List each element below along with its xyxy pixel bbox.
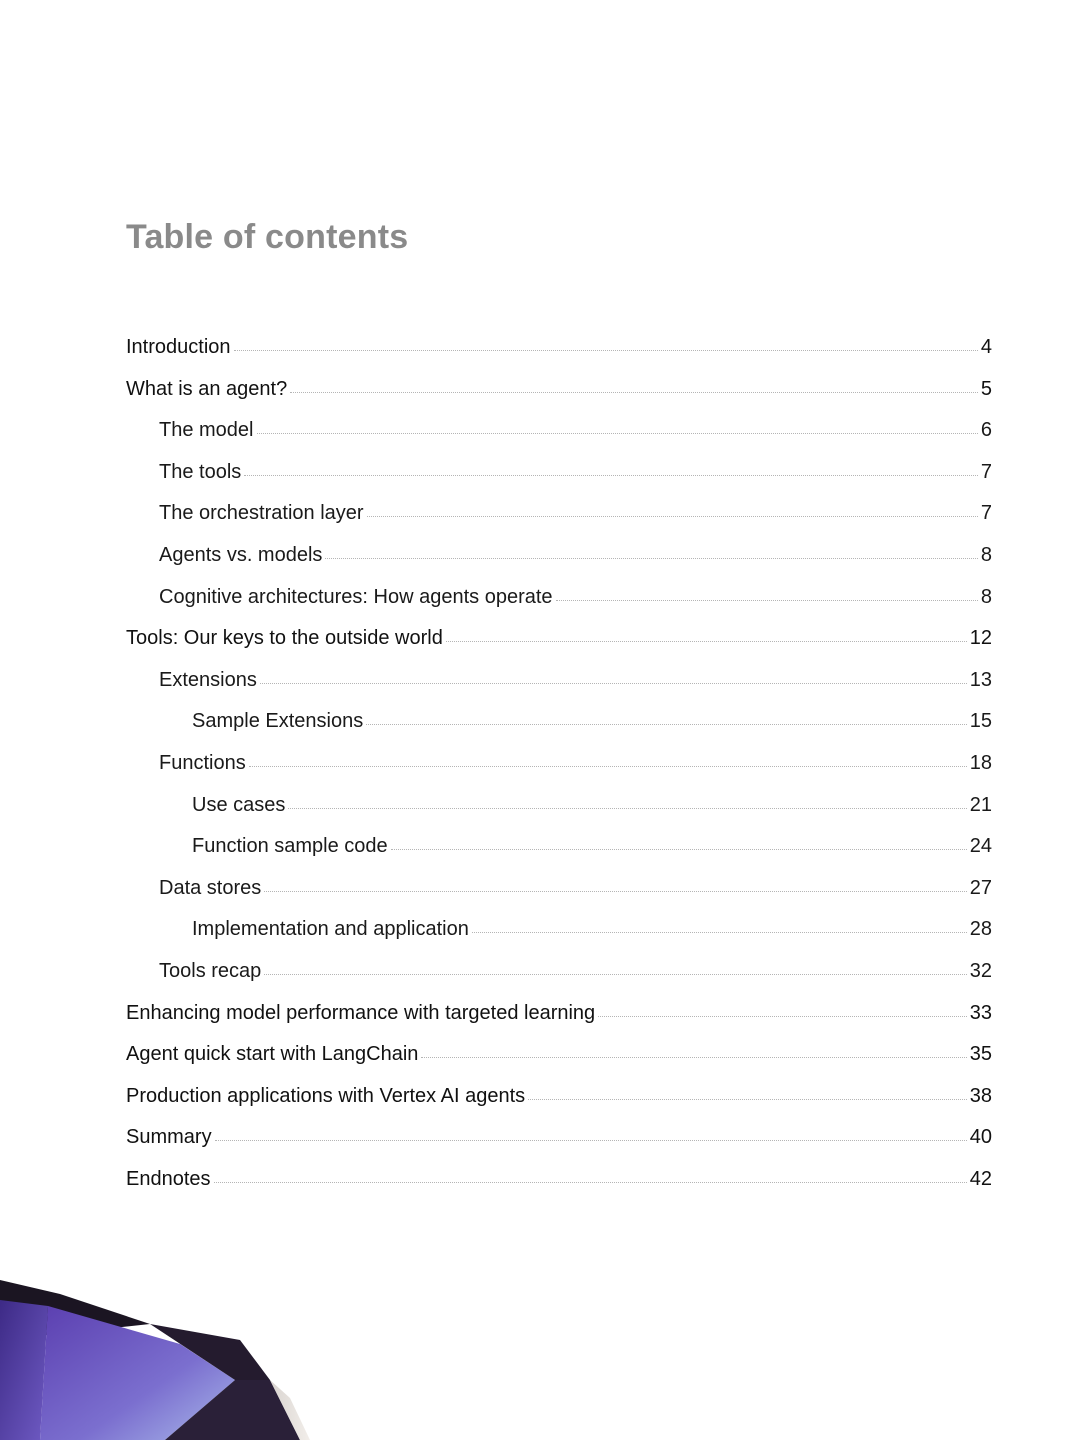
- toc-entry[interactable]: [126, 1002, 992, 1044]
- toc-entry[interactable]: [126, 960, 992, 1002]
- toc-entry-page: 40: [969, 1126, 992, 1149]
- page-title: Table of contents: [126, 218, 409, 256]
- toc-entry[interactable]: [126, 1085, 992, 1127]
- toc-entry-page: 7: [980, 460, 992, 483]
- toc-entry[interactable]: [126, 1043, 992, 1085]
- toc-entry-label: The model: [159, 419, 254, 442]
- dot-leader: [260, 683, 967, 684]
- toc-entry[interactable]: [126, 918, 992, 960]
- toc-entry[interactable]: [126, 336, 992, 378]
- dot-leader: [288, 808, 966, 809]
- toc-entry[interactable]: [126, 419, 992, 461]
- toc-entry[interactable]: [126, 752, 992, 794]
- toc-entry-label: Enhancing model performance with targeted learning: [126, 1001, 596, 1024]
- toc-entry-label: The orchestration layer: [159, 502, 364, 525]
- dot-leader: [325, 558, 977, 559]
- toc-entry-label: Agent quick start with LangChain: [126, 1043, 419, 1066]
- toc-entry-page: 28: [969, 918, 992, 941]
- toc-entry[interactable]: [126, 627, 992, 669]
- toc-entry-page: 32: [969, 959, 992, 982]
- dot-leader: [528, 1099, 967, 1100]
- toc-entry-label: Functions: [159, 751, 246, 774]
- dot-leader: [234, 350, 978, 351]
- toc-entry-page: 38: [969, 1084, 992, 1107]
- toc-entry-page: 42: [969, 1167, 992, 1190]
- toc-entry[interactable]: [126, 669, 992, 711]
- toc-entry-label: Production applications with Vertex AI agents: [126, 1084, 526, 1107]
- toc-entry-label: What is an agent?: [126, 377, 288, 400]
- toc-entry-page: 24: [969, 835, 992, 858]
- table-of-contents: [126, 336, 992, 1209]
- dot-leader: [264, 891, 966, 892]
- toc-entry-label: Endnotes: [126, 1167, 211, 1190]
- toc-entry[interactable]: [126, 835, 992, 877]
- toc-entry[interactable]: [126, 794, 992, 836]
- toc-entry-label: Use cases: [192, 793, 286, 816]
- toc-entry-label: The tools: [159, 460, 242, 483]
- toc-entry-page: 8: [980, 543, 992, 566]
- toc-entry-page: 12: [969, 627, 992, 650]
- toc-entry-page: 18: [969, 751, 992, 774]
- toc-entry-page: 6: [980, 419, 992, 442]
- toc-entry-label: Sample Extensions: [192, 710, 364, 733]
- toc-entry-label: Introduction: [126, 336, 231, 358]
- toc-entry-label: Tools recap: [159, 959, 262, 982]
- toc-entry[interactable]: [126, 1168, 992, 1210]
- toc-entry-page: 35: [969, 1043, 992, 1066]
- toc-entry-page: 15: [969, 710, 992, 733]
- toc-entry-page: 13: [969, 668, 992, 691]
- dot-leader: [421, 1057, 966, 1058]
- dot-leader: [290, 392, 978, 393]
- dot-leader: [556, 600, 978, 601]
- toc-entry-label: Function sample code: [192, 835, 388, 858]
- toc-entry[interactable]: [126, 378, 992, 420]
- toc-entry-label: Data stores: [159, 876, 262, 899]
- toc-entry-label: Cognitive architectures: How agents operate: [159, 585, 553, 608]
- toc-entry[interactable]: [126, 586, 992, 628]
- toc-entry-page: 5: [980, 377, 992, 400]
- toc-entry-page: 33: [969, 1001, 992, 1024]
- toc-entry-page: 27: [969, 876, 992, 899]
- toc-entry-label: Summary: [126, 1126, 212, 1149]
- toc-entry-page: 21: [969, 793, 992, 816]
- dot-leader: [249, 766, 967, 767]
- dot-leader: [598, 1016, 967, 1017]
- dot-leader: [367, 516, 978, 517]
- dot-leader: [257, 433, 978, 434]
- toc-entry-label: Agents vs. models: [159, 543, 323, 566]
- toc-entry-page: 4: [980, 336, 992, 358]
- dot-leader: [215, 1140, 967, 1141]
- dot-leader: [391, 849, 967, 850]
- dot-leader: [214, 1182, 967, 1183]
- toc-entry[interactable]: [126, 1126, 992, 1168]
- toc-entry[interactable]: [126, 877, 992, 919]
- toc-entry-page: 7: [980, 502, 992, 525]
- dot-leader: [472, 932, 967, 933]
- toc-entry[interactable]: [126, 461, 992, 503]
- decorative-crystal-graphic: [0, 1270, 330, 1440]
- toc-entry[interactable]: [126, 502, 992, 544]
- toc-entry-page: 8: [980, 585, 992, 608]
- toc-entry-label: Tools: Our keys to the outside world: [126, 627, 443, 650]
- dot-leader: [244, 475, 978, 476]
- dot-leader: [264, 974, 966, 975]
- dot-leader: [446, 641, 967, 642]
- toc-entry[interactable]: [126, 710, 992, 752]
- toc-entry-label: Extensions: [159, 668, 257, 691]
- toc-entry[interactable]: [126, 544, 992, 586]
- toc-entry-label: Implementation and application: [192, 918, 469, 941]
- dot-leader: [366, 724, 967, 725]
